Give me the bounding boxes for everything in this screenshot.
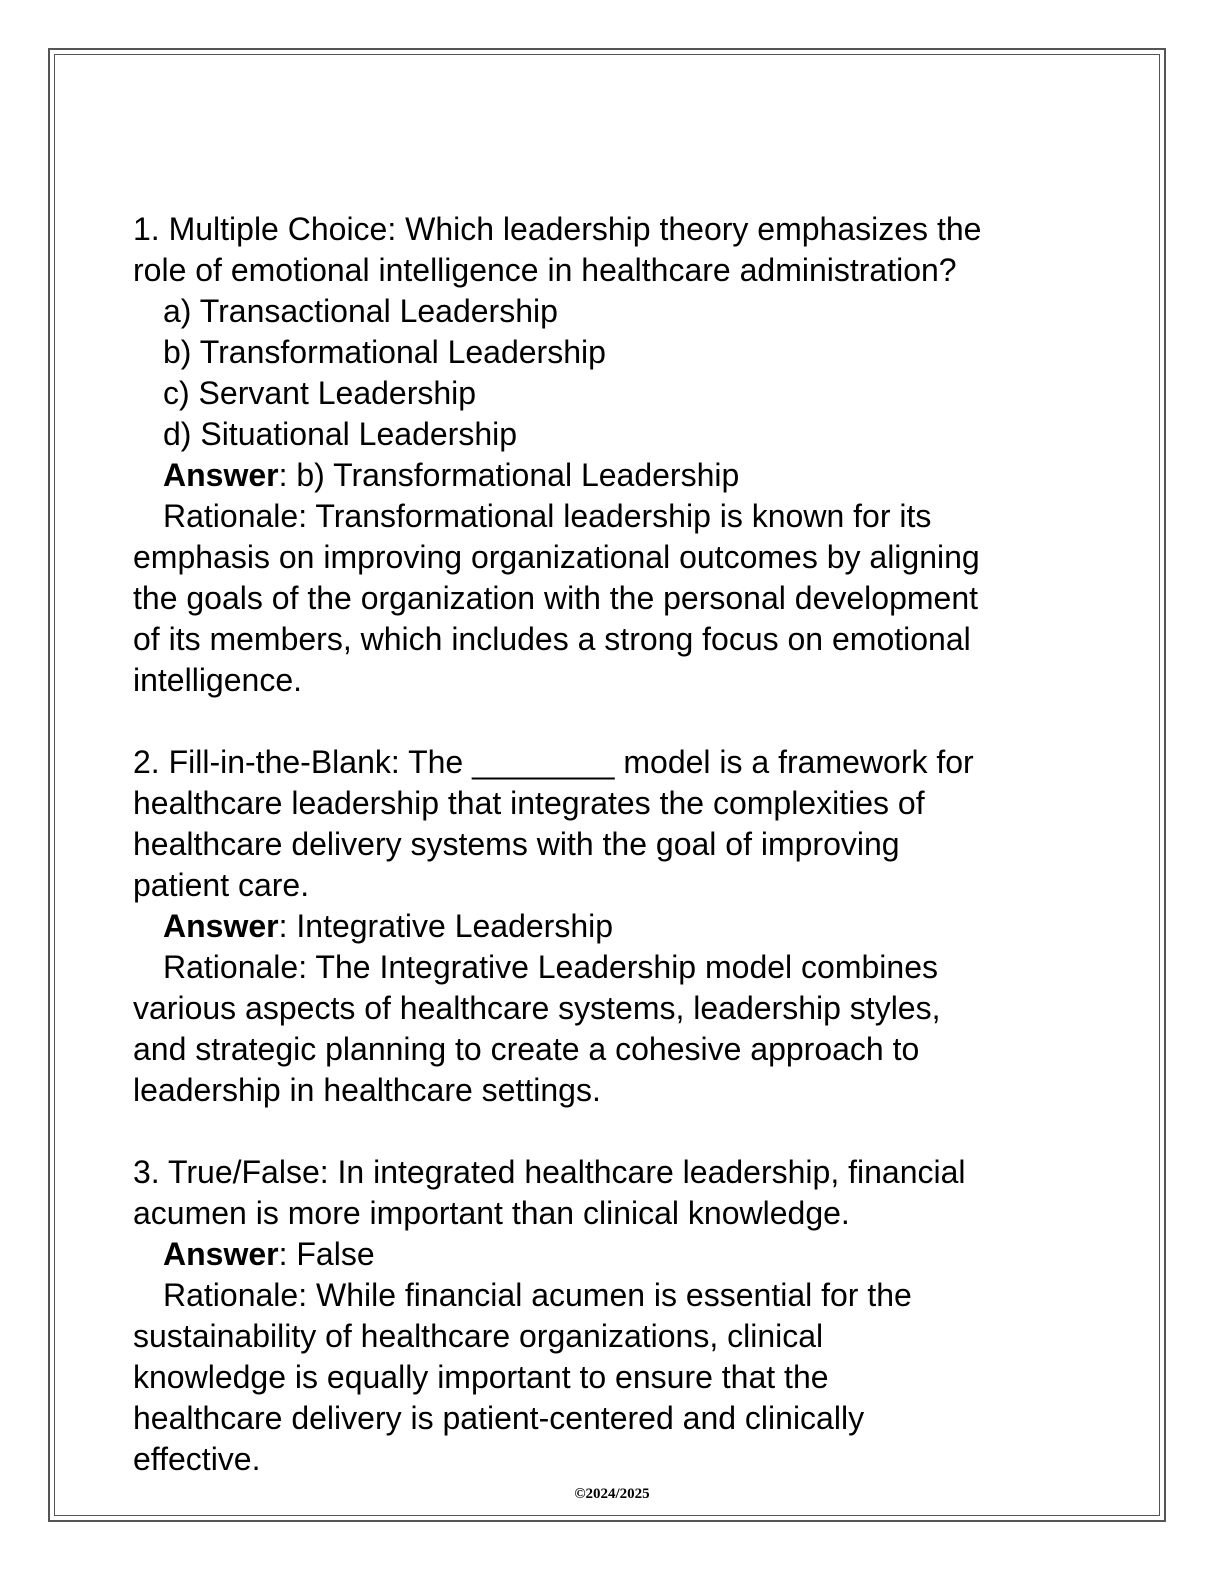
- question-3-answer-label: Answer: [163, 1236, 279, 1272]
- question-1-option-a: a) Transactional Leadership: [163, 293, 558, 329]
- question-3-answer: [133, 1234, 1093, 1275]
- question-1-stem-line-2: role of emotional intelligence in healthcare administration?: [133, 252, 957, 288]
- question-1-option-b: b) Transformational Leadership: [163, 334, 606, 370]
- question-2-stem-line-4: patient care.: [133, 867, 310, 903]
- question-1-rationale-line-5: intelligence.: [133, 662, 302, 698]
- question-1-answer-label: Answer: [163, 457, 279, 493]
- spacer: [133, 701, 1093, 742]
- document-body: [133, 209, 1093, 1480]
- question-1-rationale-line-3: the goals of the organization with the personal development: [133, 580, 978, 616]
- question-3-rationale-line-3: knowledge is equally important to ensure that the: [133, 1359, 829, 1395]
- question-3-rationale-line-5: effective.: [133, 1441, 261, 1477]
- question-2-rationale-line-4: leadership in healthcare settings.: [133, 1072, 601, 1108]
- question-1-rationale-line-1: Rationale: Transformational leadership is known for its: [163, 498, 932, 534]
- question-1-answer-text: : b) Transformational Leadership: [278, 457, 740, 493]
- question-2-rationale-line-2: various aspects of healthcare systems, leadership styles,: [133, 990, 941, 1026]
- question-3-stem-line-2: acumen is more important than clinical knowledge.: [133, 1195, 850, 1231]
- question-2-rationale-line-3: and strategic planning to create a cohesive approach to: [133, 1031, 920, 1067]
- question-2-rationale-line-1: Rationale: The Integrative Leadership model combines: [163, 949, 938, 985]
- question-1-option-d: d) Situational Leadership: [163, 416, 518, 452]
- question-1-option-c: c) Servant Leadership: [163, 375, 477, 411]
- question-3-rationale-line-1: Rationale: While financial acumen is essential for the: [163, 1277, 912, 1313]
- question-2-stem-line-1: 2. Fill-in-the-Blank: The ________ model is a framework for: [133, 744, 974, 780]
- question-1-answer: [133, 455, 1093, 496]
- spacer: [133, 1111, 1093, 1152]
- copyright-footer: ©2024/2025: [574, 1486, 650, 1502]
- question-2: [133, 742, 1093, 1111]
- question-3-rationale-line-4: healthcare delivery is patient-centered and clinically: [133, 1400, 865, 1436]
- question-2-stem-line-2: healthcare leadership that integrates the complexities of: [133, 785, 925, 821]
- question-1-stem-line-1: 1. Multiple Choice: Which leadership theory emphasizes the: [133, 211, 982, 247]
- question-3-rationale-line-2: sustainability of healthcare organizations, clinical: [133, 1318, 824, 1354]
- question-1: [133, 209, 1093, 701]
- question-2-answer-label: Answer: [163, 908, 279, 944]
- question-3-answer-text: : False: [278, 1236, 375, 1272]
- question-2-answer: [133, 906, 1093, 947]
- question-2-answer-text: : Integrative Leadership: [278, 908, 614, 944]
- question-3-stem-line-1: 3. True/False: In integrated healthcare leadership, financial: [133, 1154, 966, 1190]
- question-2-stem-line-3: healthcare delivery systems with the goal of improving: [133, 826, 900, 862]
- question-1-rationale-line-2: emphasis on improving organizational outcomes by aligning: [133, 539, 980, 575]
- question-3: [133, 1152, 1093, 1480]
- question-1-rationale-line-4: of its members, which includes a strong focus on emotional: [133, 621, 971, 657]
